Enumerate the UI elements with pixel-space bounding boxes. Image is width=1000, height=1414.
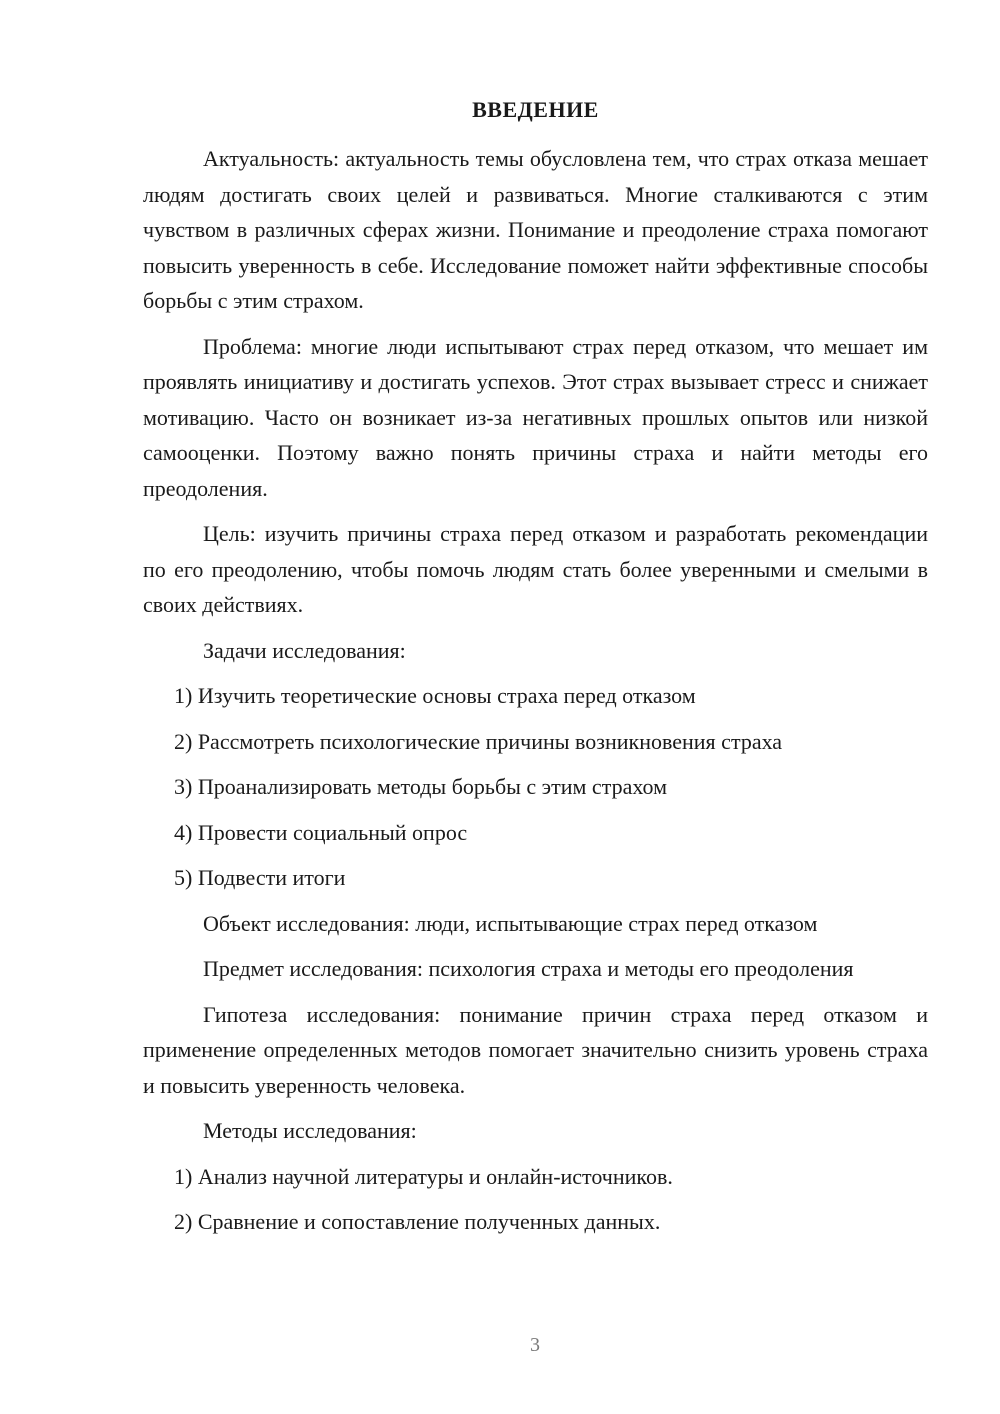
page-number: 3 xyxy=(530,1334,540,1356)
document-body xyxy=(143,141,928,1250)
relevance-paragraph: Актуальность: актуальность темы обусловлена тем, что страх отказа мешает людям достигать своих целей и развиваться. Многие сталкиваются с этим чувством в различных сферах жизни. Понимание и преодоление страха помогают повысить уверенность в себе. Исследование поможет найти эффективные способы борьбы с этим страхом. xyxy=(143,146,928,313)
method-item: 2) Сравнение и сопоставление полученных данных. xyxy=(174,1209,661,1234)
subject-paragraph: Предмет исследования: психология страха и методы его преодоления xyxy=(203,956,854,981)
page-title: ВВЕДЕНИЕ xyxy=(472,97,599,122)
hypothesis-paragraph: Гипотеза исследования: понимание причин страха перед отказом и применение определенных методов помогает значительно снизить уровень страха и повысить уверенность человека. xyxy=(143,1001,928,1098)
methods-heading: Методы исследования: xyxy=(203,1118,417,1143)
task-item: 1) Изучить теоретические основы страха перед отказом xyxy=(174,683,696,708)
task-item: 2) Рассмотреть психологические причины возникновения страха xyxy=(174,728,783,754)
task-item: 5) Подвести итоги xyxy=(174,865,346,890)
method-item: 1) Анализ научной литературы и онлайн-источников. xyxy=(174,1163,673,1189)
task-item: 4) Провести социальный опрос xyxy=(174,819,468,845)
problem-paragraph: Проблема: многие люди испытывают страх перед отказом, что мешает им проявлять инициативу и достигать успехов. Этот страх вызывает стресс и снижает мотивацию. Часто он возникает из-за негативных прошлых опытов или низкой самооценки. Поэтому важно понять причины страха и найти методы его преодоления. xyxy=(143,333,928,501)
tasks-heading: Задачи исследования: xyxy=(203,637,406,663)
goal-paragraph: Цель: изучить причины страха перед отказом и разработать рекомендации по его преодолению, чтобы помочь людям стать более уверенными и смелыми в своих действиях. xyxy=(143,521,928,617)
object-paragraph: Объект исследования: люди, испытывающие страх перед отказом xyxy=(203,910,818,936)
task-item: 3) Проанализировать методы борьбы с этим страхом xyxy=(174,774,668,799)
